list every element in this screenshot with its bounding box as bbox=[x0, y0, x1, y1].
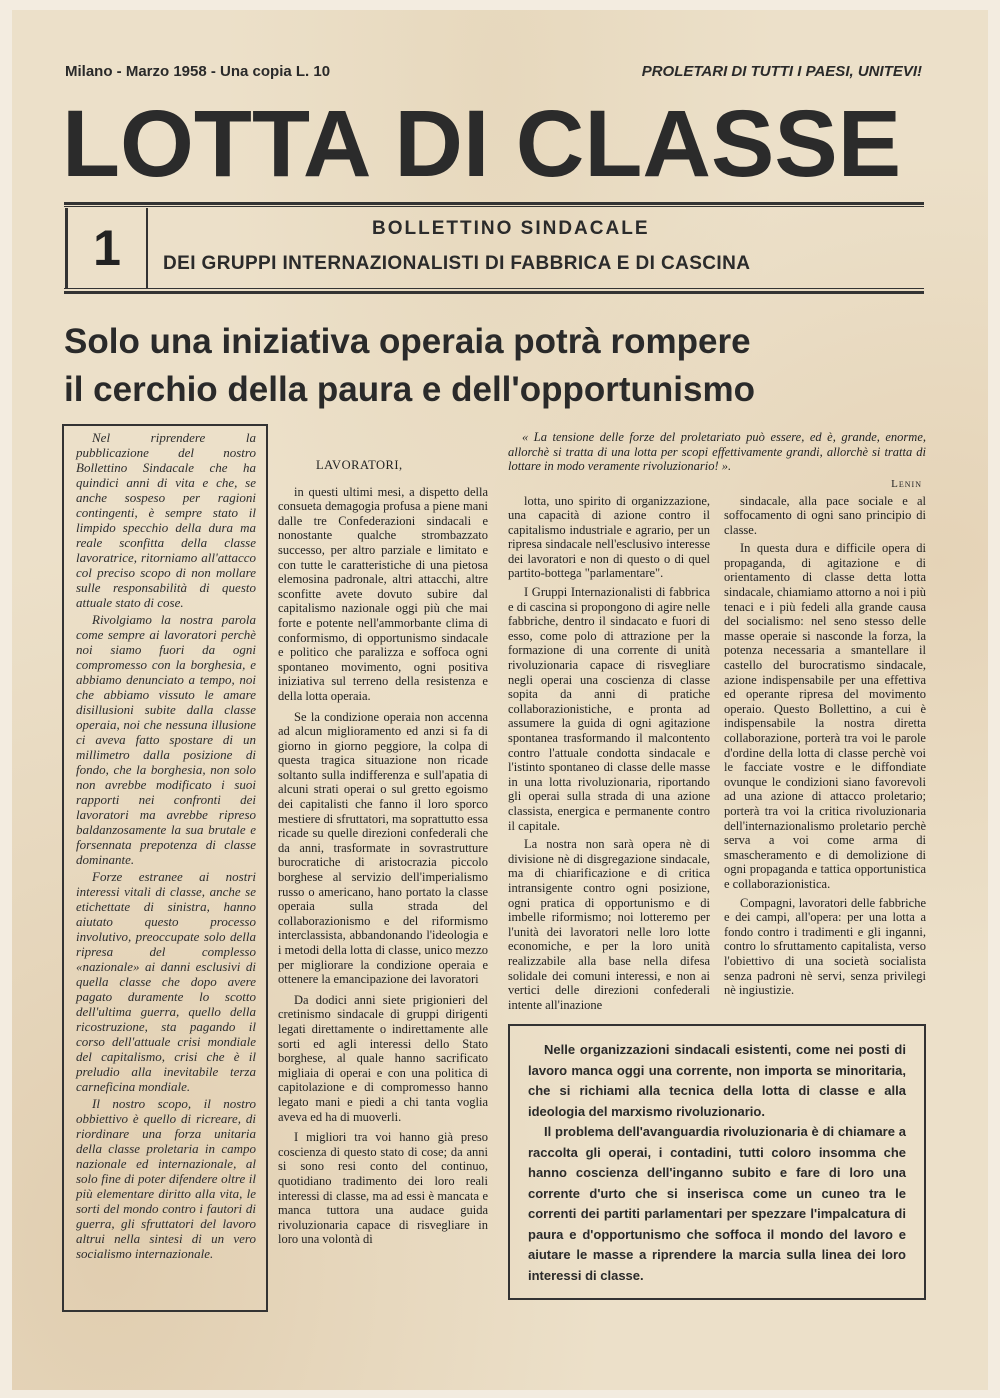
paragraph: lotta, uno spirito di organizzazione, una capacità di azione contro il capitalismo industriale e agrario, per un ripresa sindacale nell'esclusivo interesse dei lavoratori e non di questo o di quel partito-bottega "parlamentare". bbox=[508, 493, 710, 581]
masthead-title: LOTTA DI CLASSE bbox=[62, 91, 902, 197]
article-column bbox=[724, 494, 926, 1013]
paragraph: In questa dura e difficile opera di propaganda, di agitazione e di orientamento di classe detta lotta sindacale, chiamiamo attorno a noi i più tenaci e i più fedeli alla grande causa del socialismo: nel seno stesso delle masse operaie si nasconde la forza, la potenza necessaria a smantellare il castello del burocratismo sindacale, azione indispensabile per una effettiva ed operante ripresa del movimento operaio. Questo Bollettino, a cui è indispensabile la nostra diretta collaborazione, porterà tra voi le parole d'ordine della lotta di classe perchè voi le facciate vostre e le diffondiate ovunque le condizioni siano favorevoli ad una azione di attacco proletario; porterà tra voi la critica rivoluzionaria dell'internazionalismo proletario perchè serva a voi come arma di smascheramento e di demolizione di ogni propaganda e tattica opportunistica e collaborazionistica. bbox=[724, 541, 926, 891]
paragraph: Forze estranee ai nostri interessi vitali di classe, anche se etichettate di sinistra, hanno aiutato questo processo involutivo, preoccupate solo della ripresa del complesso «nazionale» ai danni esclusivi di quella classe che dopo avere pagato duramente lo scotto dell'ultima guerra, quello della ricostruzione, sta pagando il corso dell'attuale crisi mondiale del capitalismo, crisi che è il preludio alla inevitabile terza carneficina mondiale. bbox=[76, 869, 256, 1094]
divider bbox=[64, 206, 924, 207]
divider bbox=[64, 291, 924, 294]
paragraph: Nel riprendere la pubblicazione del nostro Bollettino Sindacale che ha quindici anni di vita e che, se anche sospeso per ragioni contingenti, è sempre stato il limpido specchio della dura ma reale sconfitta della classe lavoratrice, ritorniamo all'attacco col preciso scopo di non mollare sulle responsabilità di questo attuale stato di cose. bbox=[76, 430, 256, 610]
paragraph: Il nostro scopo, il nostro obbiettivo è quello di ricreare, di riordinare una forza unitaria della classe proletaria in campo nazionale ed internazionale, al solo fine di poter difendere oltre il più elementare diritto alla vita, le sorti del mondo contro i fautori di guerra, gli sfruttatori del lavoro altrui nella sintesi di un vero socialismo internazionale. bbox=[76, 1096, 256, 1261]
subtitle: DEI GRUPPI INTERNAZIONALISTI DI FABBRICA E DI CASCINA bbox=[163, 253, 751, 274]
subtitle: BOLLETTINO SINDACALE bbox=[372, 218, 650, 239]
paragraph: I migliori tra voi hanno già preso coscienza di questo stato di cose; da anni si sono resi conto del continuo, quotidiano tradimento dei loro reali interessi di classe, ma ad essi è mancata e manca tuttora una audace guida rivoluzionaria capace di risvegliare in loro una volontà di bbox=[278, 1130, 488, 1247]
article-column bbox=[278, 458, 488, 1247]
headline-line: il cerchio della paura e dell'opportunismo bbox=[64, 370, 755, 409]
salutation: LAVORATORI, bbox=[316, 458, 403, 472]
article-columns bbox=[508, 494, 926, 1013]
lenin-quote bbox=[508, 430, 926, 474]
paragraph: Se la condizione operaia non accenna ad alcun miglioramento ed anzi si fa di giorno in giorno peggiore, la colpa di questa tragica situazione non ricade soltanto sulla indifferenza e sull'apatia di alcuni strati operai o sul gretto egoismo dei capitalisti che fanno il loro sporco mestiere di sfruttatori, ma soprattutto essa ricade su quelle direzioni confederali che da anni, trasformate in sovrastrutture burocratiche di aristocrazia piccolo borghese al servizio dell'imperialismo russo o americano, hano portato la classe operaia sulla strada del collaborazionismo e del riformismo interclassista, abbandonando l'ideologia e i metodi della lotta di classe, unico mezzo per migliorare la condizione operaia e ottenere la emancipazione dei lavoratori bbox=[278, 709, 488, 987]
quote-author: Lenin bbox=[891, 477, 922, 490]
divider bbox=[64, 288, 924, 289]
paragraph: Rivolgiamo la nostra parola come sempre ai lavoratori perchè noi siamo fuori da ogni compromesso con la borghesia, e abbiamo denunciato a tempo, noi che abbiamo vissuto le amare disillusioni subite dalla classe operaia, noi che nessuna illusione ci aveva fatto spostare di un millimetro dalla posizione di fondo, che la borghesia, non solo non avrebbe modificato i suoi rapporti nei confronti dei lavoratori ma avrebbe ripreso baldanzosamente la sua brutale e forsennata prepotenza di classe dominante. bbox=[76, 612, 256, 867]
paragraph: Il problema dell'avanguardia rivoluzionaria è di chiamare a raccolta gli operai, i contadini, tutti coloro insomma che hanno coscienza dell'inganno subito e fare di loro una corrente d'urto che si inserisca come un cuneo tra le correnti dei partiti parlamentari per spezzare l'impalcatura di paura e d'opportunismo che soffoca il mondo del lavoro e aiutare le masse a riprendere la marcia sulla linea dei loro interessi di classe. bbox=[528, 1124, 906, 1283]
dateline: Milano - Marzo 1958 - Una copia L. 10 bbox=[65, 63, 331, 80]
headline-line: Solo una iniziativa operaia potrà rompere bbox=[64, 322, 751, 361]
article-column bbox=[508, 494, 710, 1013]
paragraph: sindacale, alla pace sociale e al soffocamento di ogni sano principio di classe. bbox=[724, 493, 926, 537]
right-section bbox=[508, 430, 926, 1300]
issue-number: 1 bbox=[65, 208, 148, 288]
headline bbox=[64, 318, 924, 414]
paragraph: Compagni, lavoratori delle fabbriche e dei campi, all'opera: per una lotta a fondo contro i tradimenti e gli inganni, contro lo sfruttamento capitalista, verso l'obiettivo di una società socialista senza padroni nè servi, senza privilegi nè ingiustizie. bbox=[724, 895, 926, 998]
paragraph: La nostra non sarà opera nè di divisione nè di disgregazione sindacale, ma di chiarificazione e di critica intransigente contro ogni posizione, ogni pratica di opportunismo e di imbelle riformismo; noi lotteremo per l'unità dei lavoratori nelle loro lotte economiche, e per la loro unità realizzabile alla base nella difesa solidale dei comuni interessi, e non ai vertici delle direzioni confederali intente all'inazione bbox=[508, 837, 710, 1012]
paragraph: in questi ultimi mesi, a dispetto della consueta demagogia profusa a piene mani dalle tre Confederazioni sindacali e nonostante qualche strombazzato successo, per altro parziale e limitato e con tutte le caratteristiche di una pietosa elemosina padronale, altri attacchi, altre sconfitte avete dovuto subire dal capitalismo nazionale oggi più che mai forte e potente nell'ammorbante clima di conformismo, di opportunismo sindacale e politico che paralizza e soffoca ogni spontaneo movimento, ogni positiva iniziativa sul terreno della resistenza e della lotta operaia. bbox=[278, 484, 488, 703]
motto: PROLETARI DI TUTTI I PAESI, UNITEVI! bbox=[641, 63, 922, 80]
paragraph: Da dodici anni siete prigionieri del cretinismo sindacale di gruppi dirigenti legati direttamente o indirettamente alle sorti ed agli interessi dello Stato borghese, al quale hanno sacrificato migliaia di operai e con una politica di capitolazione e di compromesso hanno legato mani e piedi a chi tanta voglia aveva ed ha di muoverli. bbox=[278, 992, 488, 1124]
quote-text: « La tensione delle forze del proletariato può essere, ed è, grande, enorme, allorchè si tratta di una lotta per scopi effettivamente grandi, allorchè si tratta di lottare in modo veramente rivoluzionario! ». bbox=[508, 430, 926, 473]
editorial-box bbox=[62, 424, 268, 1312]
boxed-statement bbox=[508, 1024, 926, 1300]
paragraph: Nelle organizzazioni sindacali esistenti, come nei posti di lavoro manca oggi una corrente, non importa se minoritaria, che si richiami alla tecnica della lotta di classe e alla ideologia del marxismo rivoluzionario. bbox=[528, 1042, 906, 1119]
paragraph: I Gruppi Internazionalisti di fabbrica e di cascina si propongono di agire nelle fabbriche, dentro il sindacato e fuori di esso, come polo di attrazione per la formazione di una corrente di unità rivoluzionaria capace di risvegliare negli operai una coscienza di classe sopita da anni di pratiche collaborazionistiche, e pronta ad assumere la guida di ogni agitazione spontanea trasformando il malcontento contro l'attuale condotta sindacale e l'istinto spontaneo di classe delle masse in una lotta rivoluzionaria, riportando gli operai sulla strada di una azione classista, energica e permanente contro il capitale. bbox=[508, 585, 710, 833]
divider bbox=[64, 202, 924, 205]
